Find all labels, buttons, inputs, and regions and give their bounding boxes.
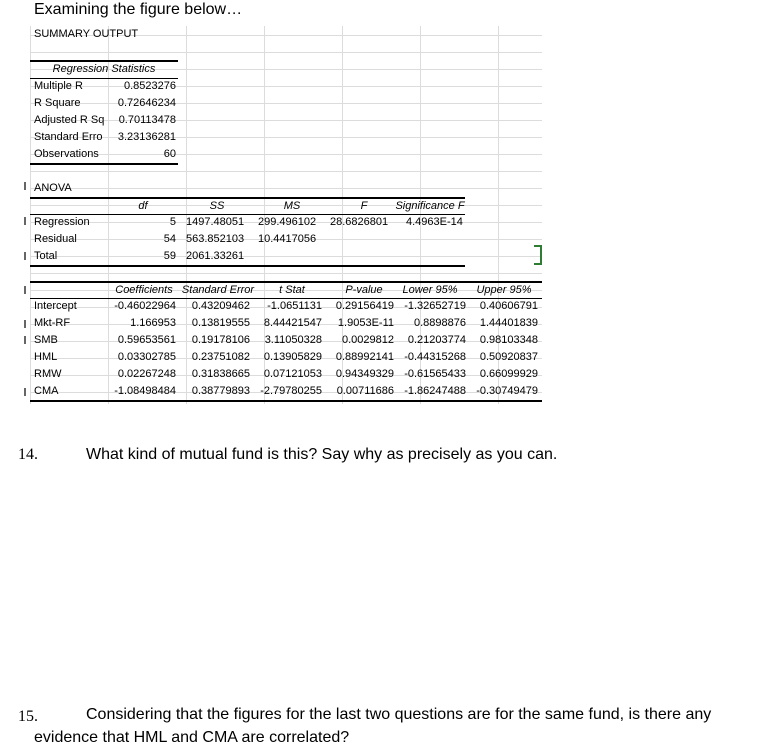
coef-p: 0.00711686 <box>336 385 394 397</box>
coef-lower: -1.86247488 <box>404 385 466 397</box>
anova-f: 28.6826801 <box>330 216 389 228</box>
coef-label: CMA <box>34 385 59 397</box>
coef-upper: -0.30749479 <box>476 385 538 397</box>
anova-title: ANOVA <box>34 182 72 194</box>
question-15-number: 15. <box>18 708 38 725</box>
row-marker <box>24 217 26 225</box>
coef-se: 0.19178106 <box>191 334 250 346</box>
stat-value: 0.8523276 <box>124 80 176 92</box>
stat-label: R Square <box>34 97 81 109</box>
coef-label: SMB <box>34 334 58 346</box>
coef-value: 0.59653561 <box>117 334 176 346</box>
bottom-border <box>30 400 542 402</box>
anova-df: 59 <box>163 250 176 262</box>
question-15-text-line1: Considering that the figures for the last two questions are for the same fund, is there any <box>86 706 712 723</box>
coef-t: -1.0651131 <box>267 300 322 312</box>
anova-df: 5 <box>169 216 176 228</box>
coef-p: 0.29156419 <box>335 300 394 312</box>
question-14-text: What kind of mutual fund is this? Say why as precisely as you can. <box>86 446 558 463</box>
coef-t: 8.44421547 <box>263 317 322 329</box>
anova-ss: 1497.48051 <box>186 216 245 228</box>
coef-t: 0.13905829 <box>263 351 322 363</box>
stat-value: 0.70113478 <box>118 114 176 126</box>
header-significance-f: Significance F <box>395 200 465 212</box>
stat-label: Observations <box>34 148 99 160</box>
row-marker <box>24 286 26 294</box>
coef-upper: 0.40606791 <box>479 300 538 312</box>
header-ss: SS <box>209 200 225 212</box>
stat-value: 3.23136281 <box>117 131 176 143</box>
anova-label: Total <box>34 250 58 262</box>
coef-p: 0.94349329 <box>335 368 394 380</box>
stat-value: 0.72646234 <box>117 97 176 109</box>
regression-output-sheet <box>30 26 542 404</box>
coef-label: Mkt-RF <box>34 317 71 329</box>
header-standard-error: Standard Error <box>181 284 255 296</box>
stat-label: Standard Erro <box>34 131 103 143</box>
coef-value: -0.46022964 <box>114 300 176 312</box>
question-14-number: 14. <box>18 446 38 463</box>
header-f: F <box>360 200 368 212</box>
header-upper-95: Upper 95% <box>476 284 532 296</box>
coef-se: 0.13819555 <box>191 317 250 329</box>
coef-p: 0.88992141 <box>335 351 394 363</box>
coef-upper: 1.44401839 <box>479 317 538 329</box>
coef-lower: -0.44315268 <box>404 351 466 363</box>
coef-se: 0.31838665 <box>191 368 250 380</box>
coef-upper: 0.66099929 <box>479 368 538 380</box>
anova-significance: 4.4963E-14 <box>406 216 463 228</box>
coef-se: 0.23751082 <box>191 351 250 363</box>
coef-label: HML <box>34 351 58 363</box>
bottom-border <box>30 265 465 267</box>
row-marker <box>24 182 26 190</box>
coef-p: 1.9053E-11 <box>337 317 394 329</box>
question-15-text-line2: evidence that HML and CMA are correlated? <box>34 729 350 746</box>
header-t-stat: t Stat <box>279 284 305 296</box>
anova-label: Regression <box>34 216 90 228</box>
summary-title: SUMMARY OUTPUT <box>34 28 139 40</box>
header-df: df <box>138 200 148 212</box>
coef-label: Intercept <box>34 300 77 312</box>
coef-lower: -0.61565433 <box>404 368 466 380</box>
coef-lower: 0.21203774 <box>407 334 466 346</box>
coef-value: 0.02267248 <box>117 368 176 380</box>
coef-upper: 0.98103348 <box>479 334 538 346</box>
coef-upper: 0.50920837 <box>479 351 538 363</box>
coef-se: 0.43209462 <box>191 300 250 312</box>
coef-lower: -1.32652719 <box>404 300 466 312</box>
anova-ms: 10.4417056 <box>258 233 317 245</box>
coef-value: -1.08498484 <box>114 385 176 397</box>
coef-t: -2.79780255 <box>260 385 322 397</box>
stat-label: Adjusted R Sq <box>34 114 105 126</box>
anova-df: 54 <box>163 233 176 245</box>
anova-label: Residual <box>34 233 77 245</box>
row-marker <box>24 336 26 344</box>
stat-value: 60 <box>163 148 176 160</box>
regression-statistics-title: Regression Statistics <box>52 63 156 75</box>
anova-ss: 2061.33261 <box>186 250 245 262</box>
header-coefficients: Coefficients <box>115 284 173 296</box>
selected-cell-outline <box>534 245 542 265</box>
coef-t: 3.11050328 <box>264 334 322 346</box>
header-p-value: P-value <box>345 284 383 296</box>
coef-label: RMW <box>34 368 62 380</box>
anova-ms: 299.496102 <box>258 216 317 228</box>
row-marker <box>24 252 26 260</box>
intro-text: Examining the figure below… <box>34 1 243 18</box>
stat-label: Multiple R <box>34 80 83 92</box>
bottom-border <box>30 163 178 165</box>
header-border <box>30 214 465 215</box>
coef-lower: 0.8898876 <box>414 317 466 329</box>
header-lower-95: Lower 95% <box>402 284 458 296</box>
row-marker <box>24 388 26 396</box>
header-ms: MS <box>283 200 301 212</box>
coef-se: 0.38779893 <box>191 385 250 397</box>
row-marker <box>24 320 26 328</box>
coef-value: 0.03302785 <box>117 351 176 363</box>
coef-value: 1.166953 <box>130 317 176 329</box>
coef-t: 0.07121053 <box>263 368 322 380</box>
coef-p: 0.0029812 <box>342 334 394 346</box>
anova-ss: 563.852103 <box>186 233 245 245</box>
